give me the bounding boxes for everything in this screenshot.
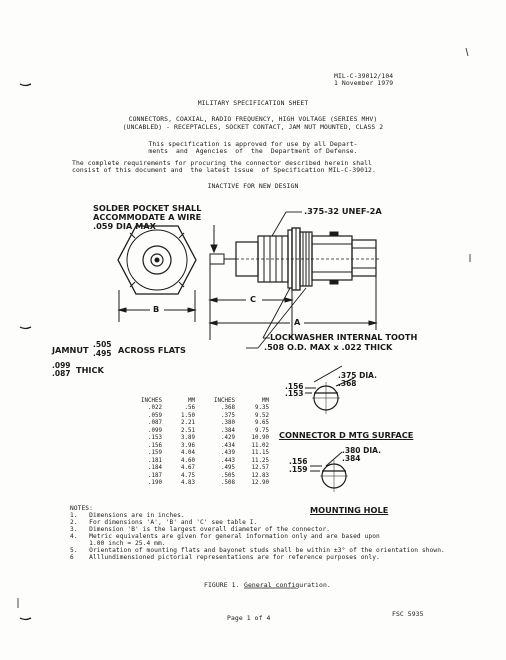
table-cell: .380: [221, 420, 235, 427]
table-cell: 12.83: [251, 472, 269, 479]
page-number: Page 1 of 4: [227, 614, 271, 622]
table-header-cell: MM: [262, 398, 269, 404]
table-row: [134, 435, 269, 442]
approval-line-1: This specification is approved for use by all Depart-: [148, 140, 358, 148]
table-cell: .099: [148, 427, 162, 434]
table-cell: .153: [148, 435, 162, 442]
table-cell: 4.83: [181, 479, 195, 486]
mounting-hole-dim-upper: .156: [289, 457, 308, 466]
table-cell: 11.15: [251, 450, 269, 457]
conversion-table: [134, 398, 269, 487]
table-cell: 1.50: [181, 412, 195, 419]
table-cell: .059: [148, 412, 162, 419]
table-cell: 4.60: [181, 457, 195, 464]
table-cell: 4.75: [181, 472, 195, 479]
doc-number: MIL-C-39012/104: [334, 72, 394, 80]
table-row: [134, 413, 269, 420]
table-cell: .505: [221, 472, 235, 479]
thick-dim-upper: .099: [52, 361, 71, 370]
table-cell: .181: [148, 457, 162, 464]
note-1: 1. Dimensions are in inches.: [70, 512, 185, 519]
table-cell: 4.67: [181, 465, 195, 472]
lockwasher-line-1: LOCKWASHER INTERNAL TOOTH: [270, 332, 418, 342]
mounting-hole-dia-upper: .380 DIA.: [342, 446, 381, 455]
requirements-line-2: consist of this document and the latest issue of Specification MIL-C-39012.: [72, 166, 376, 174]
table-row: [134, 420, 269, 427]
table-cell: .368: [221, 405, 235, 412]
approval-line-2: ments and Agencies of the Department of Defense.: [148, 147, 358, 155]
table-cell: .495: [221, 465, 235, 472]
solder-pocket-line-3: .059 DIA MAX: [93, 221, 156, 231]
end-view-contact: [155, 258, 159, 262]
table-header-cell: INCHES: [214, 398, 235, 404]
mtg-surface-caption: CONNECTOR D MTG SURFACE: [279, 430, 414, 440]
table-row: [134, 450, 269, 457]
table-cell: .190: [148, 479, 162, 486]
fsc-code: FSC 5935: [392, 610, 424, 618]
table-cell: .156: [148, 442, 162, 449]
table-cell: .56: [184, 405, 195, 412]
jamnut-label: JAMNUT: [52, 345, 89, 355]
doc-date: 1 November 1979: [334, 79, 394, 87]
dimension-c: C: [250, 294, 257, 304]
dimension-b: B: [153, 304, 160, 314]
table-cell: 9.65: [255, 420, 269, 427]
table-cell: .087: [148, 420, 162, 427]
solder-pocket-line-2: ACCOMMODATE A WIRE: [93, 212, 202, 222]
table-cell: .375: [221, 412, 235, 419]
table-cell: .508: [221, 479, 235, 486]
table-row: [134, 443, 269, 450]
mounting-hole-dia-lower: .384: [342, 454, 361, 463]
table-cell: 11.02: [251, 442, 269, 449]
table-cell: 2.21: [181, 420, 195, 427]
table-cell: .184: [148, 465, 162, 472]
table-header-row: [134, 398, 269, 405]
table-cell: .439: [221, 450, 235, 457]
table-cell: 9.35: [255, 405, 269, 412]
table-row: [134, 465, 269, 472]
mtg-surface-dim-upper: .156: [285, 382, 304, 391]
table-row: [134, 405, 269, 412]
note-2: 2. For dimensions 'A', 'B' and 'C' see table I.: [70, 519, 258, 526]
table-row: [134, 428, 269, 435]
title-line-3: (UNCABLED) - RECEPTACLES, SOCKET CONTACT, JAM NUT MOUNTED, CLASS 2: [122, 123, 384, 131]
across-flats-label: ACROSS FLATS: [118, 345, 186, 355]
table-cell: 12.90: [251, 479, 269, 486]
dimension-a: A: [294, 317, 301, 327]
note-5: 5. Orientation of mounting flats and bayonet studs shall be within ±3° of the orientation shown.: [70, 547, 445, 554]
table-cell: 11.25: [251, 457, 269, 464]
mtg-surface-dia-upper: .375 DIA.: [338, 371, 377, 380]
note-6: 6 Alllundimensioned pictorial representations are for reference purposes only.: [70, 554, 380, 561]
table-cell: .434: [221, 442, 235, 449]
requirements-line-1: The complete requirements for procuring the connector described herein shall: [72, 159, 373, 167]
note-3: 3. Dimension 'B' is the largest overall diameter of the connector.: [70, 526, 331, 533]
mtg-surface-dim-lower: .153: [285, 389, 304, 398]
thick-dim-lower: .087: [52, 369, 71, 378]
table-cell: .429: [221, 435, 235, 442]
figure-number: FIGURE 1.: [204, 581, 240, 589]
table-cell: 3.89: [181, 435, 195, 442]
table-cell: .159: [148, 450, 162, 457]
table-header-cell: MM: [188, 398, 195, 404]
table-cell: 9.75: [255, 427, 269, 434]
solder-pocket-line-1: SOLDER POCKET SHALL: [93, 203, 202, 213]
notes-heading: NOTES:: [70, 505, 93, 512]
thick-label: THICK: [76, 365, 104, 375]
thread-spec: .375-32 UNEF-2A: [304, 206, 382, 216]
table-cell: 2.51: [181, 427, 195, 434]
jamnut-dim-lower: .495: [93, 349, 112, 358]
jamnut-dim-upper: .505: [93, 340, 112, 349]
table-row: [134, 473, 269, 480]
table-cell: .384: [221, 427, 235, 434]
table-cell: 10.90: [251, 435, 269, 442]
table-cell: .022: [148, 405, 162, 412]
table-cell: 12.57: [251, 465, 269, 472]
lockwasher-line-2: .508 O.D. MAX x .022 THICK: [264, 342, 393, 352]
mounting-hole-caption: MOUNTING HOLE: [310, 505, 389, 515]
table-cell: .443: [221, 457, 235, 464]
mtg-surface-dia-lower: .368: [338, 379, 357, 388]
table-cell: 9.52: [255, 412, 269, 419]
note-4-continued: 1.00 inch = 25.4 mm.: [70, 540, 166, 547]
table-cell: 3.96: [181, 442, 195, 449]
table-cell: 4.04: [181, 450, 195, 457]
title-line-1: MILITARY SPECIFICATION SHEET: [197, 99, 309, 107]
title-line-2: CONNECTORS, COAXIAL, RADIO FREQUENCY, HIGH VOLTAGE (SERIES MHV): [128, 115, 378, 123]
note-4: 4. Metric equivalents are given for general information only and are based upon: [70, 533, 380, 540]
table-header-cell: INCHES: [141, 398, 162, 404]
status-inactive: INACTIVE FOR NEW DESIGN: [207, 182, 299, 190]
table-row: [134, 480, 269, 487]
table-cell: .187: [148, 472, 162, 479]
mounting-hole-dim-lower: .159: [289, 465, 308, 474]
figure-title: General configuration.: [244, 581, 331, 589]
table-row: [134, 458, 269, 465]
